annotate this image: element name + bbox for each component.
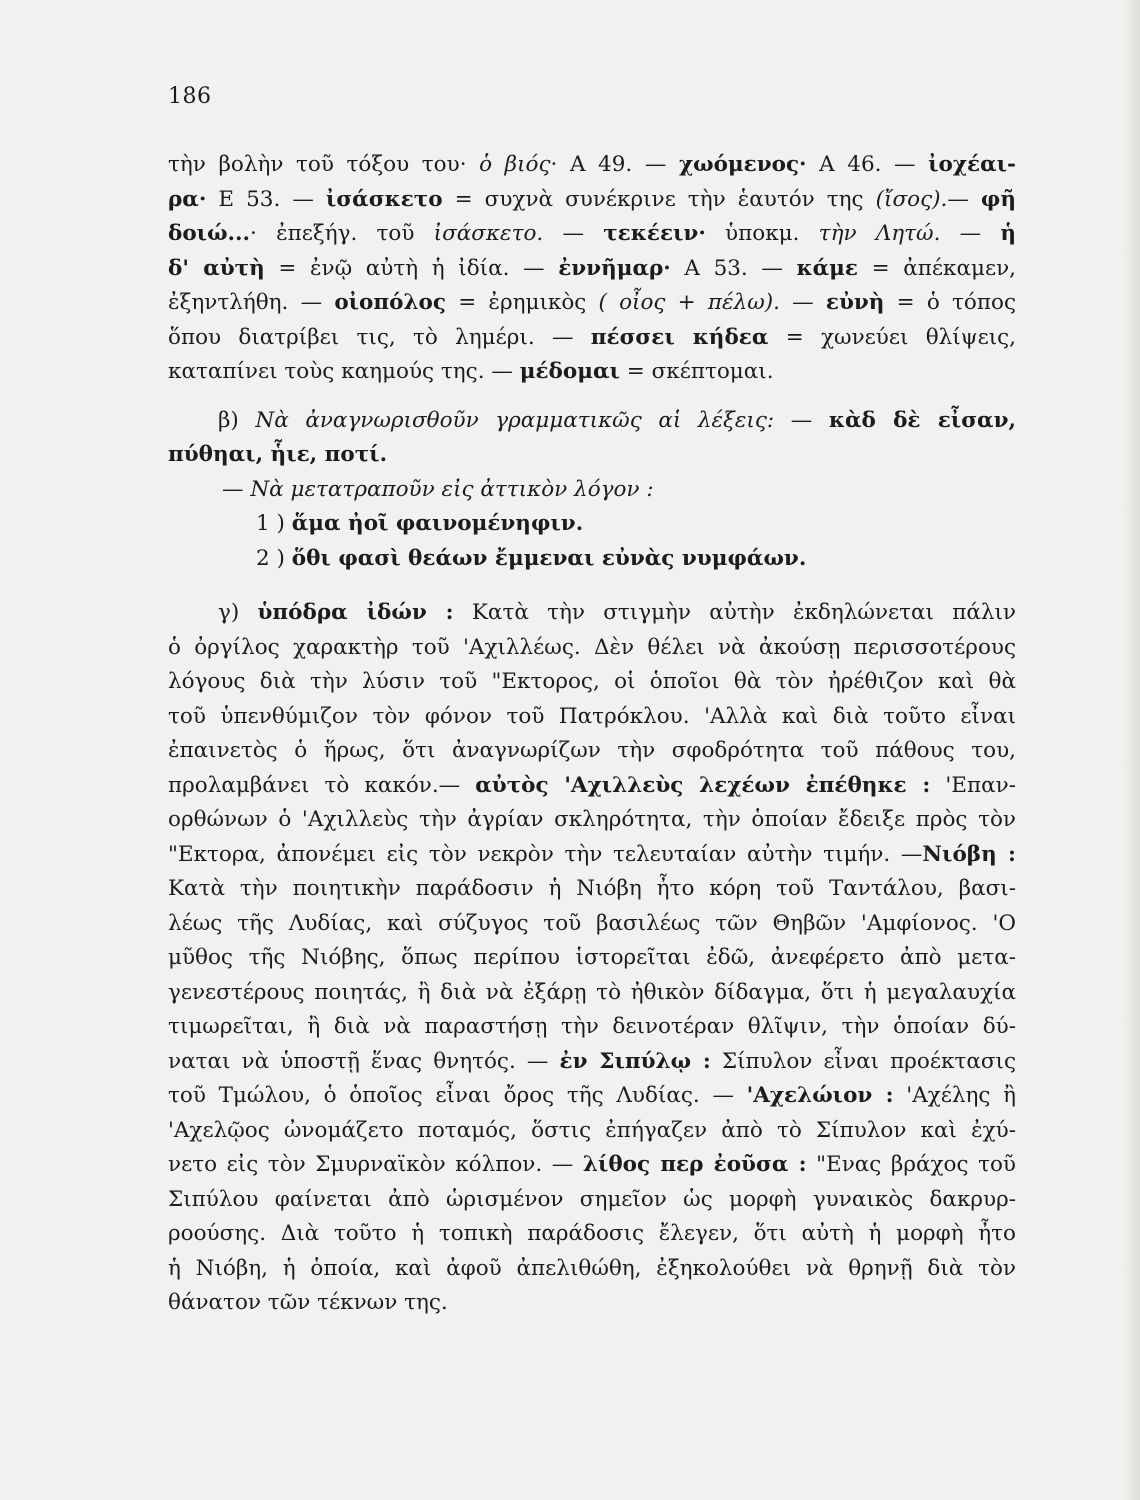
text-run: μῦθος τῆς Νιόβης, ὅπως περίπου ἱστορεῖται ἐδῶ, ἀνεφέρετο ἀπὸ μετα-	[168, 945, 1016, 970]
text-line	[168, 507, 1016, 542]
lemma-term: τεκέειν·	[603, 221, 706, 246]
text-run: τοῦ ὑπενθύμιζον τὸν φόνον τοῦ Πατρόκλου. 'Αλλὰ καὶ διὰ τοῦτο εἶναι	[168, 703, 1016, 729]
text-run: —	[940, 221, 1001, 246]
text-run: θάνατον τῶν τέκνων της.	[168, 1290, 448, 1315]
lemma-term: ἰοχέαι-	[928, 152, 1016, 177]
lemma-term: δ' αὐτὴ	[168, 255, 265, 281]
text-run: προλαμβάνει τὸ κακόν.—	[168, 772, 476, 798]
text-run: = ἐνῷ αὐτὴ ἡ ἰδία. —	[264, 255, 559, 281]
text-run: Α 53. —	[670, 255, 797, 281]
text-run: ὅπου διατρίβει τις, τὸ λημέρι. —	[168, 324, 591, 350]
text-line	[168, 252, 1016, 287]
grammar-exercise-section	[168, 404, 1016, 577]
text-run: Α 46. —	[806, 152, 929, 177]
text-run: ὁ ὀργίλος χαρακτὴρ τοῦ 'Αχιλλέως. Δὲν θέλει νὰ ἀκούσῃ περισσοτέρους	[168, 634, 1016, 660]
text-run: ἐξηντλήθη. —	[168, 290, 335, 315]
text-line	[168, 1010, 1016, 1045]
glossary-paragraph	[168, 148, 1016, 390]
text-run: ροούσης. Διὰ τοῦτο ἡ τοπικὴ παράδοσις ἔλεγεν, ὅτι αὐτὴ ἡ μορφὴ ἦτο	[168, 1221, 1016, 1246]
italic-text: τὴν Λητώ.	[818, 221, 941, 246]
lemma-term: φῆ	[980, 186, 1016, 212]
lemma-term: ἐννῆμαρ·	[558, 255, 671, 281]
page-edge-shadow	[1122, 0, 1140, 1500]
lemma-term: δοιώ...	[168, 221, 251, 246]
text-run: = ὁ τόπος	[884, 290, 1016, 315]
text-run: 'Αχελῷος ὠνομάζετο ποταμός, ὅστις ἐπήγαζεν ἀπὸ τὸ Σίπυλον καὶ ἐχύ-	[168, 1117, 1016, 1143]
text-run: 2 )	[256, 545, 292, 571]
text-run: γ)	[218, 600, 258, 625]
text-run: 1 )	[256, 511, 292, 536]
page-body	[168, 148, 1016, 1321]
lemma-term: 'Αχελώιον :	[746, 1083, 894, 1108]
text-run: Κατὰ τὴν ποιητικὴν παράδοσιν ἡ Νιόβη ἦτο κόρη τοῦ Ταντάλου, βασι-	[168, 876, 1016, 901]
text-run: = ἀπέκαμεν,	[857, 255, 1017, 281]
text-run: "Ενας βράχος τοῦ	[806, 1152, 1016, 1177]
page-number: 186	[168, 84, 212, 109]
lemma-term: ρα·	[168, 186, 207, 212]
text-line	[168, 148, 1016, 183]
text-line	[168, 803, 1016, 838]
text-run: Ε 53. —	[206, 186, 326, 212]
text-run: τοῦ Τμώλου, ὁ ὁποῖος εἶναι ὄρος τῆς Λυδίας. —	[168, 1083, 747, 1108]
text-run: ορθώνων ὁ 'Αχιλλεὺς τὴν ἀγρίαν σκληρότητα, τὴν ὁποίαν ἔδειξε πρὸς τὸν	[168, 807, 1016, 832]
text-run: —	[947, 186, 981, 212]
text-run: Σιπύλου φαίνεται ἀπὸ ὡρισμένον σημεῖον ὡς μορφὴ γυναικὸς δακρυρ-	[168, 1186, 1016, 1212]
text-line	[168, 404, 1016, 439]
text-line	[168, 769, 1016, 804]
text-line	[168, 438, 1016, 473]
text-run: "Εκτορα, ἀπονέμει εἰς τὸν νεκρὸν τὴν τελευταίαν αὐτὴν τιμήν. —	[168, 841, 923, 867]
text-run: καταπίνει τοὺς καημούς της. —	[168, 359, 520, 384]
text-line	[168, 1183, 1016, 1218]
italic-text: Νὰ ἀναγνωρισθοῦν γραμματικῶς αἱ λέξεις:	[255, 407, 775, 433]
text-line	[168, 838, 1016, 873]
text-line	[168, 542, 1016, 577]
text-run: λέως τῆς Λυδίας, καὶ σύζυγος τοῦ βασιλέως τῶν Θηβῶν 'Αμφίονος. 'Ο	[168, 910, 1016, 936]
text-line	[168, 1148, 1016, 1183]
text-run: 'Αχέλης ἢ	[893, 1083, 1017, 1108]
text-run: —	[222, 476, 251, 502]
text-run: = σκέπτομαι.	[619, 359, 774, 384]
italic-text: ὁ βιός·	[479, 152, 558, 177]
text-run: ὑποκμ.	[705, 221, 819, 246]
lemma-term: πύθηαι, ἧιε, ποτί.	[168, 442, 388, 467]
lemma-term: ἰσάσκετο	[325, 186, 443, 212]
text-line	[168, 1252, 1016, 1287]
lemma-term: κάμε	[796, 255, 858, 281]
text-run: νετο εἰς τὸν Σμυρναϊκὸν κόλπον. —	[168, 1152, 583, 1177]
text-line	[168, 1045, 1016, 1080]
lemma-term: χωόμενος·	[678, 152, 807, 177]
text-line	[168, 217, 1016, 252]
lemma-term: ἐν Σιπύλῳ :	[559, 1048, 711, 1074]
text-run: Κατὰ τὴν στιγμὴν αὐτὴν ἐκδηλώνεται πάλιν	[453, 600, 1017, 625]
text-line	[168, 700, 1016, 735]
lemma-term: κὰδ δὲ εἶσαν,	[828, 407, 1016, 433]
commentary-paragraph	[168, 596, 1016, 1321]
text-line	[168, 183, 1016, 218]
text-run: · ἐπεξήγ. τοῦ	[250, 221, 434, 246]
text-line	[168, 631, 1016, 666]
text-line	[168, 1217, 1016, 1252]
text-run: = συχνὰ συνέκρινε τὴν ἑαυτόν της	[442, 186, 876, 212]
text-run: —	[774, 407, 829, 433]
lemma-term: ἡ	[1000, 221, 1017, 246]
lemma-term: λίθος περ ἐοῦσα :	[582, 1152, 807, 1177]
text-line	[168, 473, 1016, 508]
lemma-term: ἅμα ἠοῖ φαινομένηφιν.	[291, 511, 584, 536]
text-run: λόγους διὰ τὴν λύσιν τοῦ "Εκτορος, οἱ ὁποῖοι θὰ τὸν ἠρέθιζον καὶ θὰ	[168, 669, 1016, 694]
text-line	[168, 907, 1016, 942]
lemma-term: οἰοπόλος	[334, 290, 446, 315]
text-run: —	[779, 290, 826, 315]
text-run: ἡ Νιόβη, ἡ ὁποία, καὶ ἀφοῦ ἀπελιθώθη, ἐξηκολούθει νὰ θρηνῇ διὰ τὸν	[168, 1255, 1016, 1281]
text-run: 'Επαν-	[930, 772, 1016, 798]
lemma-term: αὐτὸς 'Αχιλλεὺς λεχέων ἐπέθηκε :	[475, 772, 931, 798]
text-run: γενεστέρους ποιητάς, ἢ διὰ νὰ ἐξάρῃ τὸ ἠθικὸν δίδαγμα, ὅτι ἡ μεγαλαυχία	[168, 979, 1016, 1005]
text-line	[168, 734, 1016, 769]
lemma-term: πέσσει κήδεα	[590, 324, 769, 350]
text-run: Σίπυλον εἶναι προέκτασις	[710, 1048, 1017, 1074]
text-run: = ἐρημικὸς	[445, 290, 599, 315]
text-run: τιμωρεῖται, ἢ διὰ νὰ παραστήσῃ τὴν δεινοτέραν θλῖψιν, τὴν ὁποίαν δύ-	[168, 1014, 1016, 1039]
lemma-term: ὑπόδρα ἰδών :	[257, 600, 454, 625]
text-run: τὴν βολὴν τοῦ τόξου του·	[168, 152, 480, 177]
text-run: β)	[218, 407, 256, 433]
lemma-term: μέδομαι	[519, 359, 620, 384]
italic-text: Νὰ μετατραποῦν εἰς ἀττικὸν λόγον :	[250, 476, 654, 502]
text-line	[168, 596, 1016, 631]
lemma-term: Νιόβη :	[922, 841, 1016, 867]
italic-text: ( οἶος + πέλω).	[598, 290, 780, 315]
text-run: = χωνεύει θλίψεις,	[768, 324, 1017, 350]
italic-text: (ἴσος).	[875, 186, 948, 212]
text-line	[168, 1286, 1016, 1321]
text-run: Α 49. —	[557, 152, 679, 177]
text-line	[168, 941, 1016, 976]
text-run: —	[543, 221, 604, 246]
text-line	[168, 321, 1016, 356]
italic-text: ἰσάσκετο.	[433, 221, 544, 246]
text-line	[168, 286, 1016, 321]
text-run: ναται νὰ ὑποστῇ ἕνας θνητός. —	[168, 1048, 560, 1074]
lemma-term: ὅθι φασὶ θεάων ἔμμεναι εὐνὰς νυμφάων.	[291, 545, 807, 571]
text-run: ἐπαινετὸς ὁ ἥρως, ὅτι ἀναγνωρίζων τὴν σφοδρότητα τοῦ πάθους του,	[168, 738, 1016, 763]
text-line	[168, 665, 1016, 700]
text-line	[168, 872, 1016, 907]
text-line	[168, 1079, 1016, 1114]
text-line	[168, 976, 1016, 1011]
text-line	[168, 355, 1016, 390]
lemma-term: εὐνὴ	[825, 290, 885, 315]
text-line	[168, 1114, 1016, 1149]
